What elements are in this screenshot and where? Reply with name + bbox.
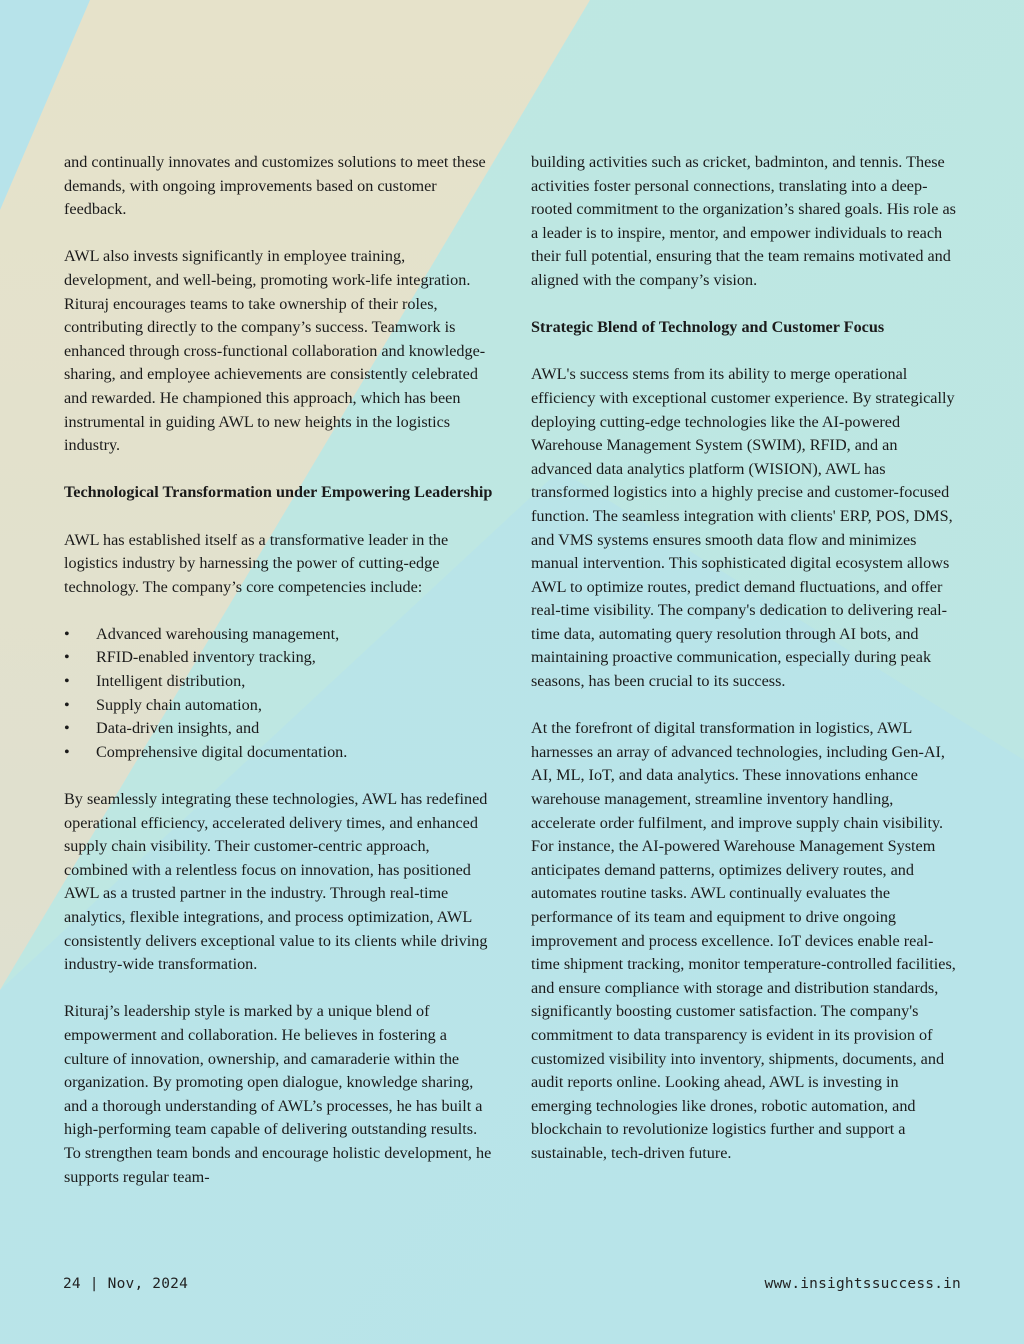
section-heading: Strategic Blend of Technology and Customer Focus xyxy=(531,318,885,337)
list-item xyxy=(64,741,494,765)
competencies-list xyxy=(64,623,494,765)
bullet-icon: • xyxy=(64,672,70,691)
website-url: www.insightssuccess.in xyxy=(764,1276,961,1292)
bullet-icon: • xyxy=(64,719,70,738)
bullet-icon: • xyxy=(64,695,70,714)
list-item-text: RFID-enabled inventory tracking, xyxy=(96,648,316,667)
list-item xyxy=(64,694,494,718)
paragraph: AWL also invests significantly in employee training, development, and well-being, promoting work-life integration. Rituraj encourages teams to take ownership of their roles, contributing directly to the company’s success. Teamwork is enhanced through cross-functional collaboration and knowledge-sharing, and employee achievements are consistently celebrated and rewarded. He championed this approach, which has been instrumental in guiding AWL to new heights in the logistics industry. xyxy=(64,247,486,455)
bullet-icon: • xyxy=(64,742,70,761)
paragraph: building activities such as cricket, badminton, and tennis. These activities foster personal connections, translating into a deep-rooted commitment to the organization’s shared goals. His role as a leader is to inspire, mentor, and empower individuals to reach their full potential, ensuring that the team remains motivated and aligned with the company’s vision. xyxy=(531,153,956,289)
paragraph: AWL has established itself as a transformative leader in the logistics industry by harnessing the power of cutting-edge technology. The company’s core competencies include: xyxy=(64,530,449,596)
list-item-text: Comprehensive digital documentation. xyxy=(96,742,348,761)
right-column xyxy=(531,151,961,1166)
list-item-text: Data-driven insights, and xyxy=(96,719,260,738)
paragraph: Rituraj’s leadership style is marked by a unique blend of empowerment and collaboration. He believes in fostering a culture of innovation, ownership, and camaraderie within the organization. By promoting open dialogue, knowledge sharing, and a thorough understanding of AWL’s processes, he has built a high-performing team capable of delivering outstanding results. To strengthen team bonds and encourage holistic development, he supports regular team- xyxy=(64,1002,492,1186)
left-column xyxy=(64,151,494,1189)
paragraph: AWL's success stems from its ability to merge operational efficiency with exceptional customer experience. By strategically deploying cutting-edge technologies like the AI-powered Warehouse Management System (SWIM), RFID, and an advanced data analytics platform (WISION), AWL has transformed logistics into a highly precise and customer-focused function. The seamless integration with clients' ERP, POS, DMS, and VMS systems ensures smooth data flow and minimizes manual intervention. This sophisticated digital ecosystem allows AWL to optimize routes, predict demand fluctuations, and offer real-time visibility. The company's dedication to delivering real-time data, automating query resolution through AI bots, and maintaining proactive communication, especially during peak seasons, has been crucial to its success. xyxy=(531,365,955,691)
paragraph: and continually innovates and customizes solutions to meet these demands, with ongoing improvements based on customer feedback. xyxy=(64,153,486,219)
list-item xyxy=(64,623,494,647)
paragraph: At the forefront of digital transformation in logistics, AWL harnesses an array of advanced technologies, including Gen-AI, AI, ML, IoT, and data analytics. These innovations enhance warehouse management, streamline inventory handling, accelerate order fulfilment, and improve supply chain visibility. For instance, the AI-powered Warehouse Management System anticipates demand patterns, optimizes delivery routes, and automates routine tasks. AWL continually evaluates the performance of its team and equipment to drive ongoing improvement and process excellence. IoT devices enable real-time shipment tracking, monitor temperature-controlled facilities, and ensure compliance with storage and distribution standards, significantly boosting customer satisfaction. The company's commitment to data transparency is evident in its provision of customized visibility into inventory, shipments, documents, and audit reports online. Looking ahead, AWL is investing in emerging technologies like drones, robotic automation, and blockchain to revolutionize logistics further and support a sustainable, tech-driven future. xyxy=(531,719,956,1162)
list-item-text: Intelligent distribution, xyxy=(96,672,246,691)
page-number-date: 24 | Nov, 2024 xyxy=(63,1276,189,1292)
section-heading: Technological Transformation under Empowering Leadership xyxy=(64,483,493,502)
bullet-icon: • xyxy=(64,624,70,643)
bullet-icon: • xyxy=(64,648,70,667)
paragraph: By seamlessly integrating these technologies, AWL has redefined operational efficiency, accelerated delivery times, and enhanced supply chain visibility. Their customer-centric approach, combined with a relentless focus on innovation, has positioned AWL as a trusted partner in the industry. Through real-time analytics, flexible integrations, and process optimization, AWL consistently delivers exceptional value to its clients while driving industry-wide transformation. xyxy=(64,790,488,974)
list-item xyxy=(64,717,494,741)
list-item xyxy=(64,670,494,694)
list-item xyxy=(64,646,494,670)
list-item-text: Advanced warehousing management, xyxy=(96,624,340,643)
list-item-text: Supply chain automation, xyxy=(96,695,262,714)
